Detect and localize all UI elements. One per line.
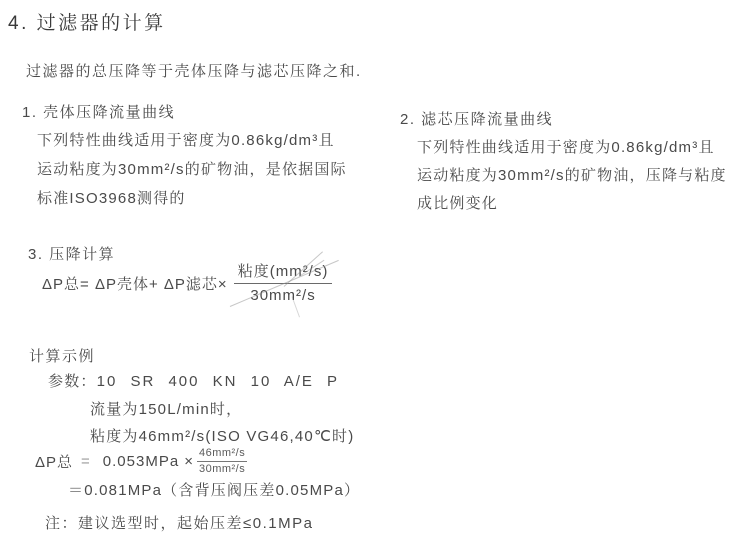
example-result: ＝0.081MPa（含背压阀压差0.05MPa） <box>68 482 361 499</box>
intro-text: 过滤器的总压降等于壳体压降与滤芯压降之和. <box>26 63 362 80</box>
param-value: 10 SR 400 KN 10 A/E P <box>96 373 340 390</box>
calc-lhs: ΔP总 <box>35 453 74 471</box>
section1-heading: 1. 壳体压降流量曲线 <box>22 104 176 121</box>
formula-denominator: 30mm²/s <box>250 286 316 304</box>
calc-fraction <box>197 447 247 475</box>
calc-times: × <box>184 452 194 470</box>
section1-line: 标准ISO3968测得的 <box>37 190 186 207</box>
section2-line: 运动粘度为30mm²/s的矿物油，压降与粘度 <box>417 167 727 184</box>
param-label: 参数： <box>48 373 97 390</box>
example-parameters <box>48 370 339 391</box>
section1-line: 下列特性曲线适用于密度为0.86kg/dm³且 <box>37 132 335 149</box>
example-viscosity-line: 粘度为46mm²/s(ISO VG46,40℃时) <box>90 428 355 445</box>
pressure-drop-formula <box>42 262 332 305</box>
section2-line: 成比例变化 <box>417 195 499 212</box>
calc-base: 0.053MPa <box>102 452 180 470</box>
example-heading: 计算示例 <box>29 348 96 365</box>
calc-equals: = <box>81 452 91 470</box>
calc-denominator: 30mm²/s <box>198 462 246 475</box>
formula-numerator: 粘度(mm²/s) <box>234 262 333 284</box>
formula-lhs: ΔP总= ΔP壳体+ ΔP滤芯× <box>42 276 228 293</box>
section1-line: 运动粘度为30mm²/s的矿物油，是依据国际 <box>37 161 347 178</box>
section3-heading: 3. 压降计算 <box>28 246 116 263</box>
section2-line: 下列特性曲线适用于密度为0.86kg/dm³且 <box>417 139 715 156</box>
page-title: 4. 过滤器的计算 <box>8 13 166 34</box>
example-flow-line: 流量为150L/min时， <box>90 401 243 418</box>
section2-heading: 2. 滤芯压降流量曲线 <box>400 111 554 128</box>
calc-numerator: 46mm²/s <box>197 447 247 462</box>
note-text: 注：建议选型时，起始压差≤0.1MPa <box>45 515 314 532</box>
example-calculation <box>35 447 247 475</box>
